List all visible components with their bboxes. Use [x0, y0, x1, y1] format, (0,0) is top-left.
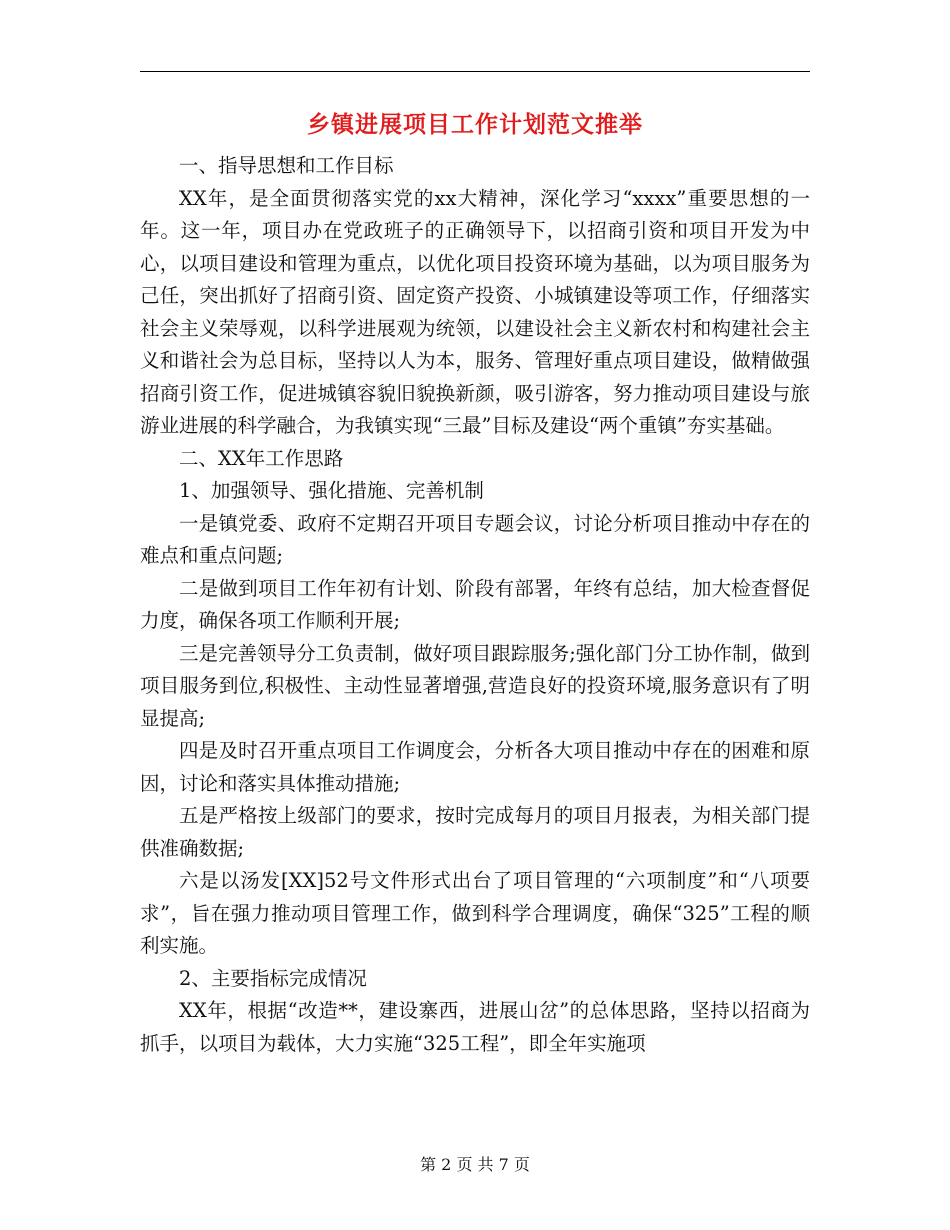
paragraph-item-1: 一是镇党委、政府不定期召开项目专题会议，讨论分析项目推动中存在的难点和重点问题;: [140, 511, 810, 567]
paragraph-item-2: 二是做到项目工作年初有计划、阶段有部署，年终有总结，加大检查督促力度，确保各项工作顺利开展;: [140, 576, 810, 632]
heading-guiding-thought: 一、指导思想和工作目标: [179, 154, 394, 177]
paragraph-intro: XX年，是全面贯彻落实党的xx大精神，深化学习“xxxx”重要思想的一年。这一年，项目办在党政班子的正确领导下，以招商引资和项目开发为中心，以项目建设和管理为重点，以优化项目投资环境为基础，以为项目服务为己任，突出抓好了招商引资、固定资产投资、小城镇建设等项工作，仔细落实社会主义荣辱观，以科学进展观为统领，以建设社会主义新农村和构建社会主义和谐社会为总目标，坚持以人为本，服务、管理好重点项目建设，做精做强招商引资工作，促进城镇容貌旧貌换新颜，吸引游客，努力推动项目建设与旅游业进展的科学融合，为我镇实现“三最”目标及建设“两个重镇”夯实基础。: [140, 186, 810, 437]
page-number: 第 2 页 共 7 页: [420, 1155, 530, 1174]
paragraph-item-3: 三是完善领导分工负责制，做好项目跟踪服务;强化部门分工协作制，做到项目服务到位,积极性、主动性显著增强,营造良好的投资环境,服务意识有了明显提高;: [140, 641, 810, 730]
paragraph-item-6: 六是以汤发[XX]52号文件形式出台了项目管理的“六项制度”和“八项要求”，旨在强力推动项目管理工作，做到科学合理调度，确保“325”工程的顺利实施。: [140, 869, 810, 957]
paragraph-item-5: 五是严格按上级部门的要求，按时完成每月的项目月报表，为相关部门提供准确数据;: [140, 804, 810, 860]
paragraph-indicators: XX年，根据“改造**，建设寨西，进展山岔”的总体思路，坚持以招商为抓手，以项目为载体，大力实施“325工程”，即全年实施项: [140, 999, 810, 1055]
document-title: 乡镇进展项目工作计划范文推举: [307, 112, 643, 138]
document-body: [140, 150, 810, 1060]
heading-work-approach: 二、XX年工作思路: [179, 446, 344, 470]
subheading-leadership: 1、加强领导、强化措施、完善机制: [179, 479, 484, 502]
header-rule: [140, 71, 810, 72]
subheading-indicators: 2、主要指标完成情况: [179, 966, 367, 990]
paragraph-item-4: 四是及时召开重点项目工作调度会，分析各大项目推动中存在的困难和原因，讨论和落实具体推动措施;: [140, 739, 810, 795]
